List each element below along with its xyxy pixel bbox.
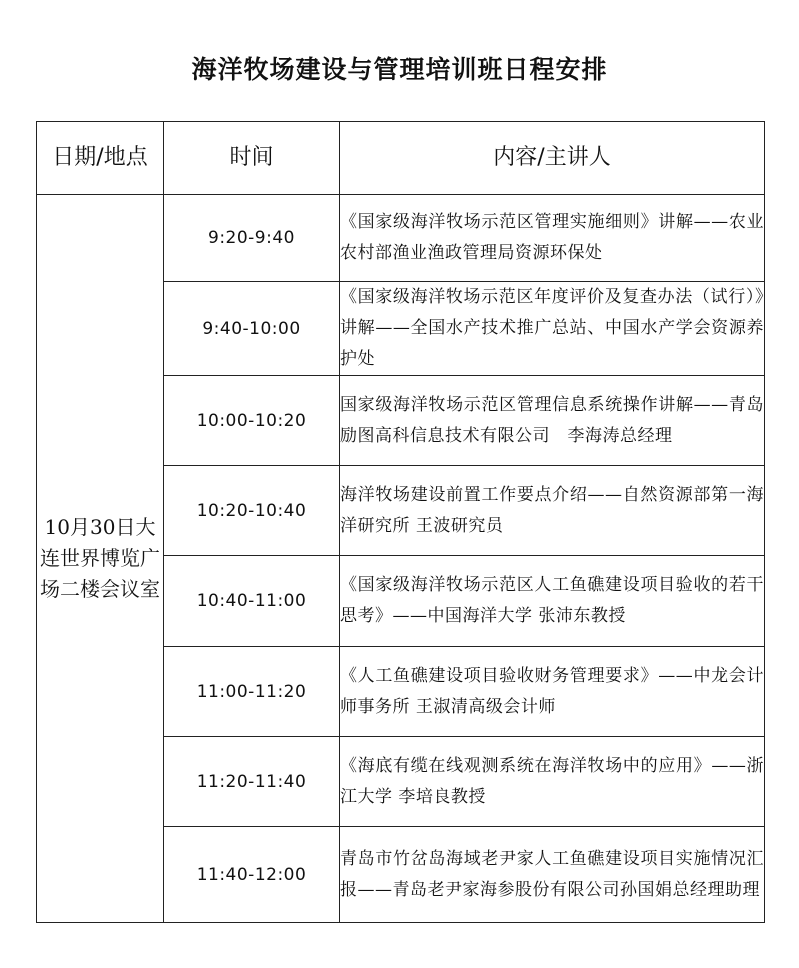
- session-content: 《国家级海洋牧场示范区管理实施细则》讲解——农业农村部渔业渔政管理局资源环保处: [340, 195, 765, 282]
- session-time: 11:40-12:00: [164, 827, 340, 923]
- session-time: 11:00-11:20: [164, 647, 340, 737]
- header-content-speaker: 内容/主讲人: [340, 122, 765, 195]
- session-content: 《海底有缆在线观测系统在海洋牧场中的应用》——浙江大学 李培良教授: [340, 737, 765, 827]
- session-time: 9:20-9:40: [164, 195, 340, 282]
- session-time: 10:40-11:00: [164, 556, 340, 647]
- session-time: 10:20-10:40: [164, 466, 340, 556]
- page-title: 海洋牧场建设与管理培训班日程安排: [191, 55, 608, 84]
- session-time: 10:00-10:20: [164, 376, 340, 466]
- header-date-place: 日期/地点: [37, 122, 164, 195]
- session-content: 《国家级海洋牧场示范区人工鱼礁建设项目验收的若干思考》——中国海洋大学 张沛东教授: [340, 556, 765, 647]
- header-row: [37, 122, 765, 195]
- session-content: 《人工鱼礁建设项目验收财务管理要求》——中龙会计师事务所 王淑清高级会计师: [340, 647, 765, 737]
- session-content: 国家级海洋牧场示范区管理信息系统操作讲解——青岛励图高科信息技术有限公司 李海涛总经理: [340, 376, 765, 466]
- session-content: 海洋牧场建设前置工作要点介绍——自然资源部第一海洋研究所 王波研究员: [340, 466, 765, 556]
- session-time: 11:20-11:40: [164, 737, 340, 827]
- schedule-table: [36, 121, 765, 923]
- header-time: 时间: [164, 122, 340, 195]
- session-content: 《国家级海洋牧场示范区年度评价及复查办法（试行）》讲解——全国水产技术推广总站、中国水产学会资源养护处: [340, 282, 765, 376]
- date-place-cell: 10月30日大连世界博览广场二楼会议室: [37, 195, 164, 923]
- session-time: 9:40-10:00: [164, 282, 340, 376]
- session-content: 青岛市竹岔岛海域老尹家人工鱼礁建设项目实施情况汇报——青岛老尹家海参股份有限公司孙国娟总经理助理: [340, 827, 765, 923]
- table-row: [37, 195, 765, 282]
